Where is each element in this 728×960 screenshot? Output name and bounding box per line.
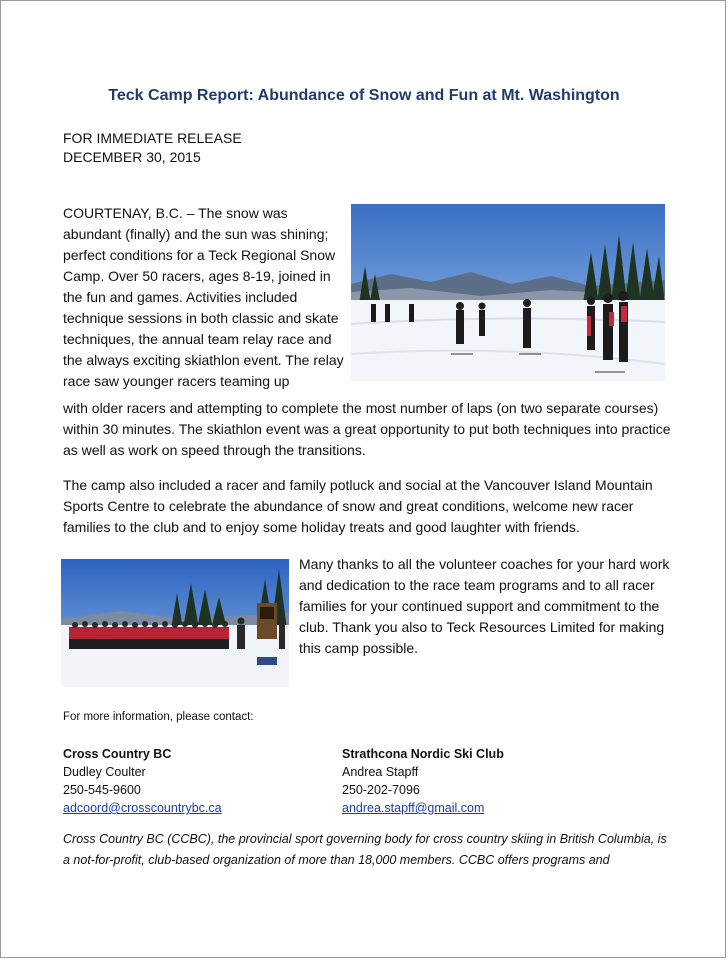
contact-email-link[interactable]: adcoord@crosscountrybc.ca bbox=[63, 801, 222, 815]
contact-phone: 250-545-9600 bbox=[63, 783, 141, 797]
photo-skiers-training bbox=[351, 204, 665, 381]
release-date: DECEMBER 30, 2015 bbox=[63, 149, 201, 165]
contact-email-link[interactable]: andrea.stapff@gmail.com bbox=[342, 801, 485, 815]
release-info bbox=[63, 129, 242, 167]
contact-intro: For more information, please contact: bbox=[63, 711, 254, 723]
contact-strathcona-nordic bbox=[342, 745, 504, 817]
footer-about-ccbc: Cross Country BC (CCBC), the provincial sport governing body for cross country skiing in British Columbia, is a not-for-profit, club-based organization of more than 18,000 members. CCBC offers programs and bbox=[63, 832, 667, 867]
contact-name: Andrea Stapff bbox=[342, 765, 419, 779]
paragraph-intro-continued: with older racers and attempting to complete the most number of laps (on two separate courses) within 30 minutes. The skiathlon event was a great opportunity to put both techniques into practice as well as work on speed through the transitions. bbox=[63, 400, 671, 458]
contact-org: Strathcona Nordic Ski Club bbox=[342, 747, 504, 761]
paragraph-intro: COURTENAY, B.C. – The snow was abundant (finally) and the sun was shining; perfect conditions for a Teck Regional Snow Camp. Over 50 racers, ages 8-19, joined in the fun and games. Activities included technique sessions in both classic and skate techniques, the annual team relay race and the always exciting skiathlon event. The relay race saw younger racers teaming up bbox=[63, 205, 344, 389]
page-title: Teck Camp Report: Abundance of Snow and Fun at Mt. Washington bbox=[108, 87, 620, 104]
paragraph-social: The camp also included a racer and family potluck and social at the Vancouver Island Mountain Sports Centre to celebrate the abundance of snow and great conditions, welcome new racer families to the club and to enjoy some holiday treats and good laughter with friends. bbox=[63, 477, 653, 535]
paragraph-thanks: Many thanks to all the volunteer coaches for your hard work and dedication to the race team programs and to all racer families for your continued support and commitment to the club. Thank you also to Teck Resources Limited for making this camp possible. bbox=[299, 556, 670, 656]
contact-name: Dudley Coulter bbox=[63, 765, 146, 779]
release-label: FOR IMMEDIATE RELEASE bbox=[63, 130, 242, 146]
contact-cross-country-bc bbox=[63, 745, 222, 817]
contact-phone: 250-202-7096 bbox=[342, 783, 420, 797]
contact-org: Cross Country BC bbox=[63, 747, 172, 761]
photo-group bbox=[61, 559, 289, 687]
